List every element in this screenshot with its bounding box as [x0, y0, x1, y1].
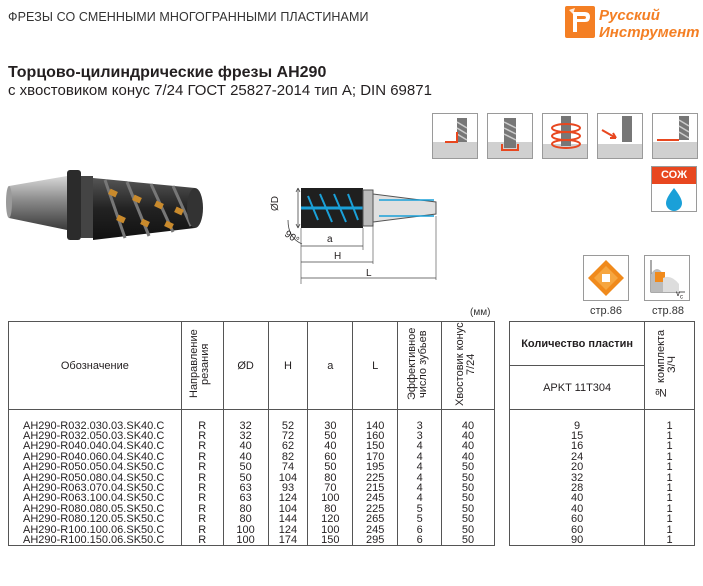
cell-h: 82 — [268, 452, 308, 462]
cell-set-number: 1 — [645, 504, 695, 514]
table-row — [510, 514, 695, 524]
cell-shank: 50 — [442, 493, 495, 503]
cell-d: 63 — [223, 483, 268, 493]
table-row — [9, 514, 495, 524]
cell-designation: AH290-R063.070.04.SK50.C — [9, 483, 182, 493]
cell-shank: 50 — [442, 525, 495, 535]
dimension-d-label: ØD — [270, 196, 281, 211]
helical-interpolation-icon — [542, 113, 588, 159]
cell-a: 150 — [308, 535, 353, 546]
cell-set-number: 1 — [645, 525, 695, 535]
cell-direction: R — [181, 504, 223, 514]
cell-designation: AH290-R040.060.04.SK40.C — [9, 452, 182, 462]
dimension-l-label: L — [366, 268, 372, 279]
cell-direction: R — [181, 441, 223, 451]
product-title: Торцово-цилиндрические фрезы AH290 — [8, 64, 327, 81]
cell-set-number: 1 — [645, 514, 695, 524]
cell-h: 124 — [268, 493, 308, 503]
cell-a: 80 — [308, 473, 353, 483]
dimension-h-label: H — [334, 251, 342, 262]
spacer-row — [9, 410, 495, 421]
logo-line-2: Инструмент — [599, 24, 700, 41]
cell-insert-count: 16 — [510, 441, 645, 451]
cell-d: 50 — [223, 462, 268, 472]
cell-insert-count: 60 — [510, 514, 645, 524]
cell-set-number: 1 — [645, 473, 695, 483]
cell-teeth: 4 — [398, 473, 442, 483]
cell-insert-count: 40 — [510, 504, 645, 514]
cell-d: 40 — [223, 441, 268, 451]
cell-h: 104 — [268, 473, 308, 483]
cell-insert-count: 32 — [510, 473, 645, 483]
cell-h: 104 — [268, 504, 308, 514]
cell-direction: R — [181, 473, 223, 483]
product-subtitle: с хвостовиком конус 7/24 ГОСТ 25827-2014 тип А; DIN 69871 — [8, 82, 432, 99]
cell-a: 40 — [308, 441, 353, 451]
cell-d: 32 — [223, 421, 268, 431]
cell-direction: R — [181, 483, 223, 493]
cell-shank: 50 — [442, 462, 495, 472]
cell-d: 50 — [223, 473, 268, 483]
cell-designation: AH290-R032.030.03.SK40.C — [9, 421, 182, 431]
cell-direction: R — [181, 535, 223, 546]
section-title: ФРЕЗЫ СО СМЕННЫМИ МНОГОГРАННЫМИ ПЛАСТИНАМИ — [8, 10, 369, 24]
cell-designation: AH290-R080.120.05.SK50.C — [9, 514, 182, 524]
cell-l: 245 — [353, 493, 398, 503]
cell-insert-count: 60 — [510, 525, 645, 535]
cell-teeth: 5 — [398, 504, 442, 514]
cell-shank: 40 — [442, 431, 495, 441]
cell-shank: 40 — [442, 452, 495, 462]
cell-designation: AH290-R080.080.05.SK50.C — [9, 504, 182, 514]
cell-h: 124 — [268, 525, 308, 535]
cell-h: 74 — [268, 462, 308, 472]
cell-insert-count: 9 — [510, 421, 645, 431]
cell-shank: 50 — [442, 473, 495, 483]
insert-page-ref: стр.86 — [590, 305, 622, 317]
brand-logo — [565, 6, 700, 46]
cell-insert-count: 20 — [510, 462, 645, 472]
cell-a: 70 — [308, 483, 353, 493]
header-set: № комплекта З/Ч — [654, 329, 678, 399]
cell-insert-count: 24 — [510, 452, 645, 462]
slot-milling-icon — [487, 113, 533, 159]
cell-a: 100 — [308, 525, 353, 535]
ramping-icon — [597, 113, 643, 159]
cell-l: 215 — [353, 483, 398, 493]
cell-teeth: 4 — [398, 441, 442, 451]
cell-designation: AH290-R032.050.03.SK40.C — [9, 431, 182, 441]
logo-line-1: Русский — [599, 7, 660, 24]
insert-count-table — [509, 321, 695, 546]
cell-l: 295 — [353, 535, 398, 546]
cell-l: 225 — [353, 473, 398, 483]
table-row — [9, 462, 495, 472]
cell-a: 80 — [308, 504, 353, 514]
cell-a: 30 — [308, 421, 353, 431]
cell-l: 195 — [353, 462, 398, 472]
cell-a: 50 — [308, 462, 353, 472]
face-milling-icon — [652, 113, 698, 159]
cell-d: 40 — [223, 452, 268, 462]
cell-l: 225 — [353, 504, 398, 514]
cell-direction: R — [181, 421, 223, 431]
cell-teeth: 4 — [398, 462, 442, 472]
cell-l: 265 — [353, 514, 398, 524]
cell-set-number: 1 — [645, 483, 695, 493]
header-insert-type: APKT 11T304 — [510, 366, 645, 410]
cell-set-number: 1 — [645, 452, 695, 462]
cell-l: 150 — [353, 441, 398, 451]
cell-d: 80 — [223, 504, 268, 514]
shoulder-milling-icon — [432, 113, 478, 159]
cell-h: 93 — [268, 483, 308, 493]
cell-designation: AH290-R050.080.04.SK50.C — [9, 473, 182, 483]
coolant-label: СОЖ — [652, 167, 696, 184]
cell-designation: AH290-R100.150.06.SK50.C — [9, 535, 182, 546]
header-l: L — [353, 322, 398, 410]
technical-drawing — [258, 168, 448, 284]
table-row — [510, 462, 695, 472]
cell-direction: R — [181, 514, 223, 524]
cell-h: 174 — [268, 535, 308, 546]
header-teeth-cell — [398, 322, 442, 410]
cell-h: 62 — [268, 441, 308, 451]
cell-d: 100 — [223, 525, 268, 535]
cell-set-number: 1 — [645, 421, 695, 431]
cell-set-number: 1 — [645, 431, 695, 441]
cell-teeth: 4 — [398, 452, 442, 462]
cell-h: 144 — [268, 514, 308, 524]
cell-d: 80 — [223, 514, 268, 524]
cell-l: 160 — [353, 431, 398, 441]
cell-shank: 50 — [442, 504, 495, 514]
cell-a: 120 — [308, 514, 353, 524]
cell-d: 100 — [223, 535, 268, 546]
cell-direction: R — [181, 452, 223, 462]
cell-direction: R — [181, 493, 223, 503]
milling-cutter-photo — [5, 162, 210, 260]
cutting-data-page-ref: стр.88 — [652, 305, 684, 317]
cell-l: 245 — [353, 525, 398, 535]
cell-set-number: 1 — [645, 462, 695, 472]
dimension-a-label: a — [327, 234, 333, 245]
cutting-data-chart-icon — [644, 255, 690, 301]
coolant-badge — [651, 166, 697, 212]
cell-shank: 40 — [442, 421, 495, 431]
cell-teeth: 6 — [398, 525, 442, 535]
cell-h: 72 — [268, 431, 308, 441]
cell-shank: 50 — [442, 514, 495, 524]
table-row — [510, 535, 695, 546]
cell-a: 60 — [308, 452, 353, 462]
cell-set-number: 1 — [645, 493, 695, 503]
chart-axis-label: $v_c$ — [676, 289, 683, 301]
cell-designation: AH290-R100.100.06.SK50.C — [9, 525, 182, 535]
cell-shank: 40 — [442, 441, 495, 451]
cell-set-number: 1 — [645, 441, 695, 451]
cell-teeth: 3 — [398, 421, 442, 431]
insert-shape-icon — [583, 255, 629, 301]
cell-d: 63 — [223, 493, 268, 503]
cell-teeth: 5 — [398, 514, 442, 524]
cell-h: 52 — [268, 421, 308, 431]
table-row — [9, 535, 495, 546]
cell-teeth: 4 — [398, 493, 442, 503]
header-designation: Обозначение — [9, 322, 182, 410]
cell-shank: 50 — [442, 535, 495, 546]
header-shank-cell — [442, 322, 495, 410]
cell-l: 140 — [353, 421, 398, 431]
header-d: ØD — [223, 322, 268, 410]
cell-designation: AH290-R040.040.04.SK40.C — [9, 441, 182, 451]
cell-teeth: 3 — [398, 431, 442, 441]
dimension-angle-label: 90° — [282, 228, 301, 247]
cell-direction: R — [181, 525, 223, 535]
cell-insert-count: 28 — [510, 483, 645, 493]
cell-direction: R — [181, 431, 223, 441]
header-set-cell — [645, 322, 695, 410]
header-insert-count: Количество пластин — [510, 322, 645, 366]
units-label: (мм) — [470, 307, 491, 318]
header-direction-cell — [181, 322, 223, 410]
header-direction: Направление резания — [188, 329, 212, 399]
cell-teeth: 6 — [398, 535, 442, 546]
cell-insert-count: 15 — [510, 431, 645, 441]
cell-set-number: 1 — [645, 535, 695, 546]
cell-shank: 50 — [442, 483, 495, 493]
cell-l: 170 — [353, 452, 398, 462]
logo-mark-icon — [565, 6, 595, 38]
cutter-dimensions-table — [8, 321, 495, 546]
header-a: a — [308, 322, 353, 410]
cell-insert-count: 90 — [510, 535, 645, 546]
header-h: H — [268, 322, 308, 410]
cell-direction: R — [181, 462, 223, 472]
cell-designation: AH290-R050.050.04.SK50.C — [9, 462, 182, 472]
header-shank: Хвостовик конус 7/24 — [454, 322, 478, 406]
cell-teeth: 4 — [398, 483, 442, 493]
cell-a: 100 — [308, 493, 353, 503]
cell-insert-count: 40 — [510, 493, 645, 503]
cell-designation: AH290-R063.100.04.SK50.C — [9, 493, 182, 503]
cell-a: 50 — [308, 431, 353, 441]
coolant-drop-icon — [652, 184, 696, 212]
spacer-row — [510, 410, 695, 421]
cell-d: 32 — [223, 431, 268, 441]
header-teeth: Эффективное число зубьев — [405, 327, 429, 401]
